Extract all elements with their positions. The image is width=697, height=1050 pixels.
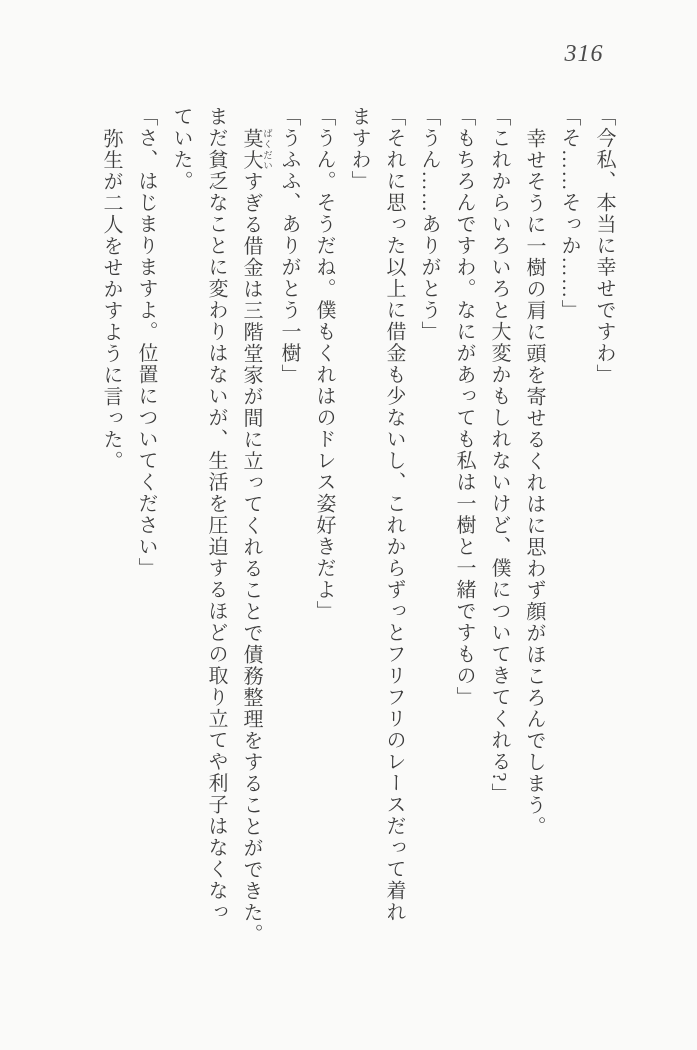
text-block [96,106,621,954]
furigana-reading: ばくだい [261,127,271,171]
text-line: 弥生が二人をせかすように言った。 [100,127,122,472]
text-line: 「そ……そっか……」 [558,106,580,321]
text-line: 「それに思った以上に借金も少ないし、これからずっとフリフリのレースだって着れ [383,106,405,923]
text-line: 「うふふ、ありがとう一樹」 [278,106,300,386]
page-number: 316 [564,41,604,67]
furigana-ruby: 莫大 ばくだい [240,127,271,171]
text-line: 幸せそうに一樹の肩に頭を寄せるくれはに思わず顔がほころんでしまう。 [523,127,545,837]
text-line: 「さ、はじまりますよ。位置についてください」 [135,106,157,579]
text-line: 「今私、本当に幸せですわ」 [593,106,615,386]
text-line: 「もちろんですわ。なにがあっても私は一樹と一緒ですもの」 [453,106,475,708]
text-line: 「うん。そうだね。僕もくれはのドレス姿好きだよ」 [313,106,335,622]
text-line: ますわ」 [348,106,370,192]
text-line: まだ貧乏なことに変わりはないが、生活を圧迫するほどの取り立てや利子はなくなっ [205,106,227,923]
text-line: ていた。 [170,106,192,192]
text-line: 「これからいろいろと大変かもしれないけど、僕についてきてくれる?」 [488,106,510,805]
text-line: 莫大 ばくだいすぎる借金は三階堂家が間に立ってくれることで債務整理をすることができた。 [240,127,271,945]
text-line: 「うん……ありがとう」 [418,106,440,343]
